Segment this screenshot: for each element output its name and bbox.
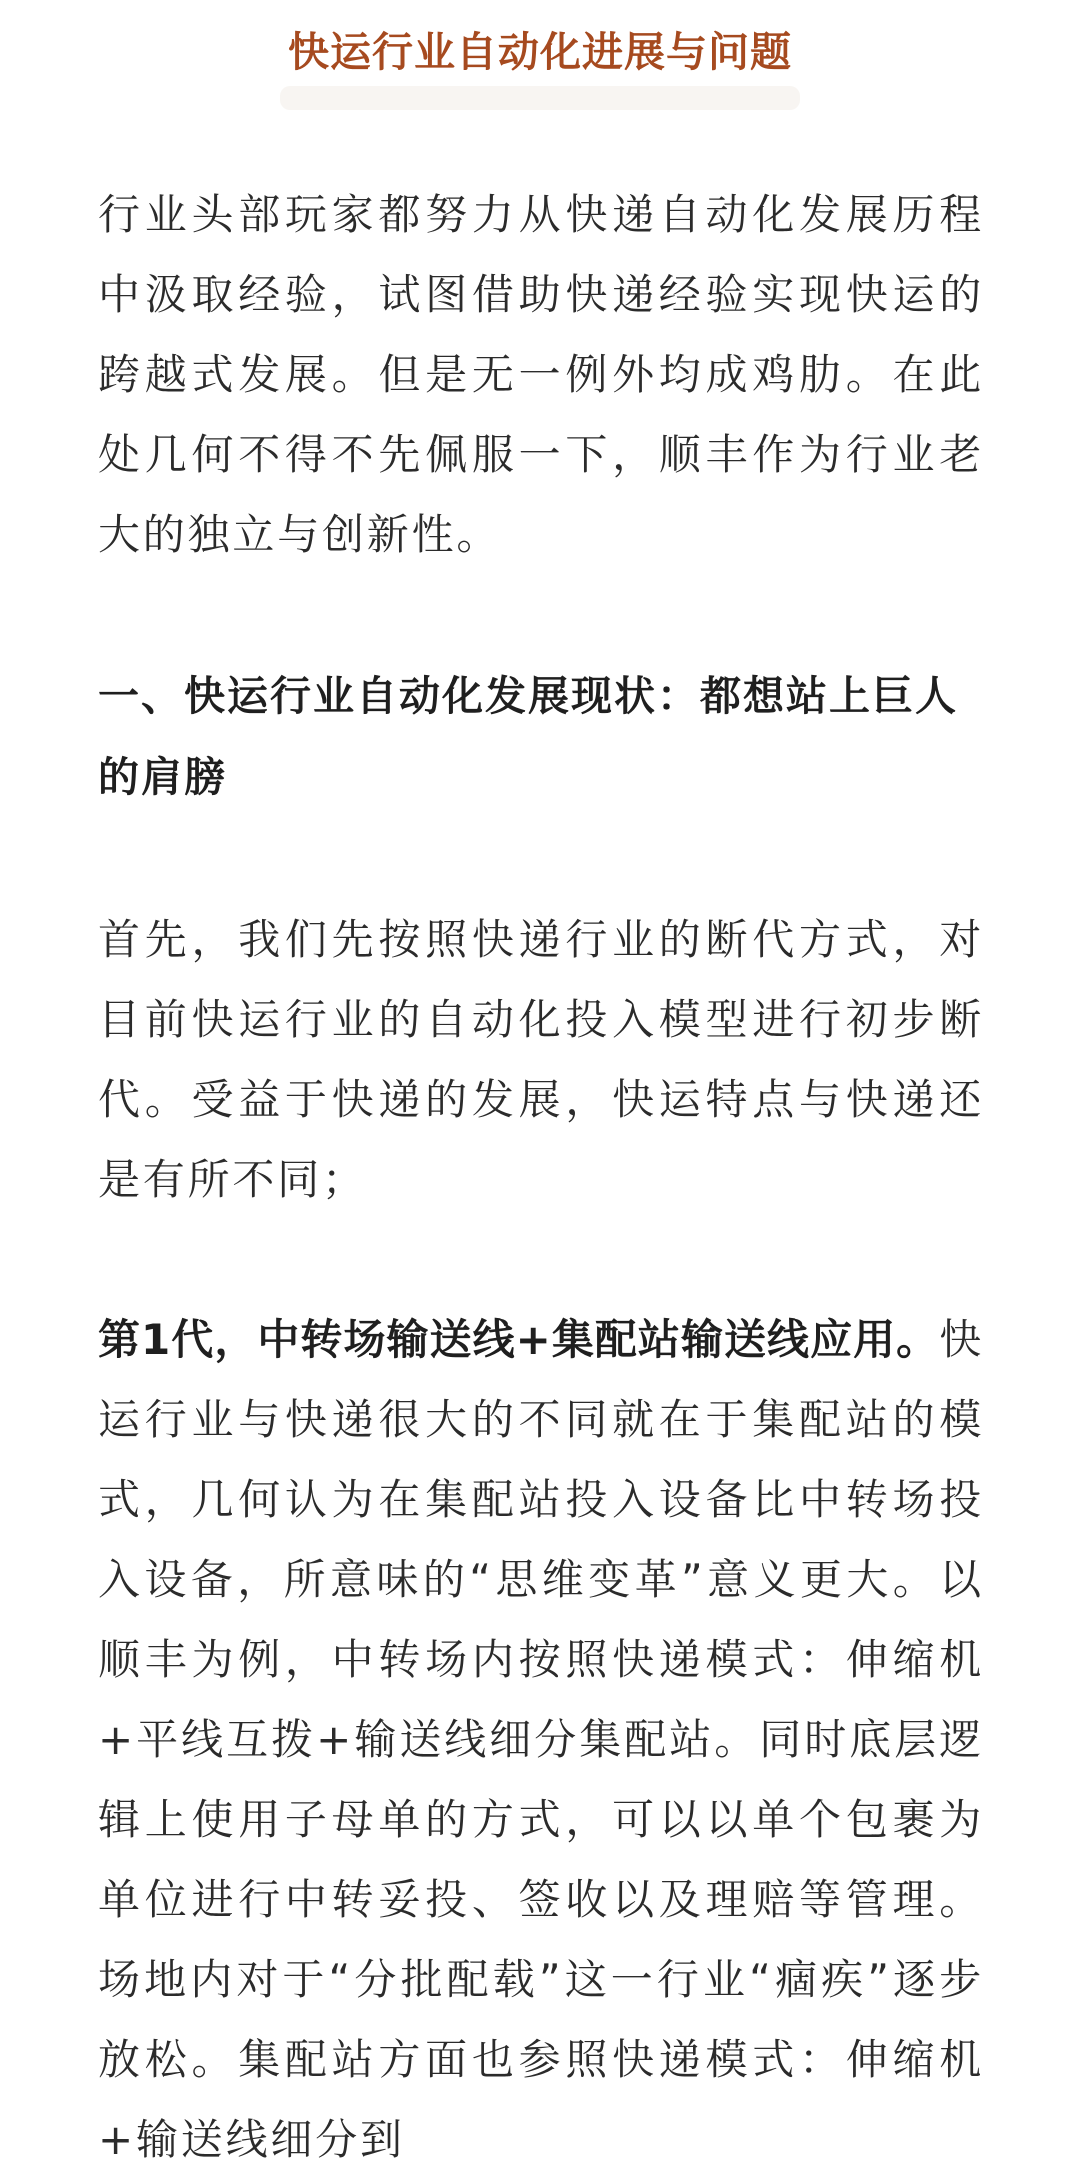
generation-1-body: 快运行业与快递很大的不同就在于集配站的模式，几何认为在集配站投入设备比中转场投入设备，所意味的“思维变革”意义更大。以顺丰为例，中转场内按照快递模式：伸缩机+平线互拨+输送线细分集配站。同时底层逻辑上使用子母单的方式，可以以单个包裹为单位进行中转妥投、签收以及理赔等管理。场地内对于“分批配载”这一行业“痼疾”逐步放松。集配站方面也参照快递模式：伸缩机+输送线细分到	[98, 1315, 984, 2164]
article-title: 快运行业自动化进展与问题	[288, 28, 792, 76]
generation-1-lead: 第1代，中转场输送线+集配站输送线应用。	[98, 1315, 940, 1364]
paragraph-intro: 行业头部玩家都努力从快递自动化发展历程中汲取经验，试图借助快递经验实现快运的跨越式发展。但是无一例外均成鸡肋。在此处几何不得不先佩服一下，顺丰作为行业老大的独立与创新性。	[98, 190, 984, 559]
paragraph-generation-1	[98, 1300, 984, 2180]
section-heading-1: 一、快运行业自动化发展现状：都想站上巨人的肩膀	[98, 672, 958, 801]
title-underlay	[280, 86, 800, 110]
paragraph-generations-intro: 首先，我们先按照快递行业的断代方式，对目前快运行业的自动化投入模型进行初步断代。受益于快递的发展，快运特点与快递还是有所不同；	[98, 915, 984, 1204]
